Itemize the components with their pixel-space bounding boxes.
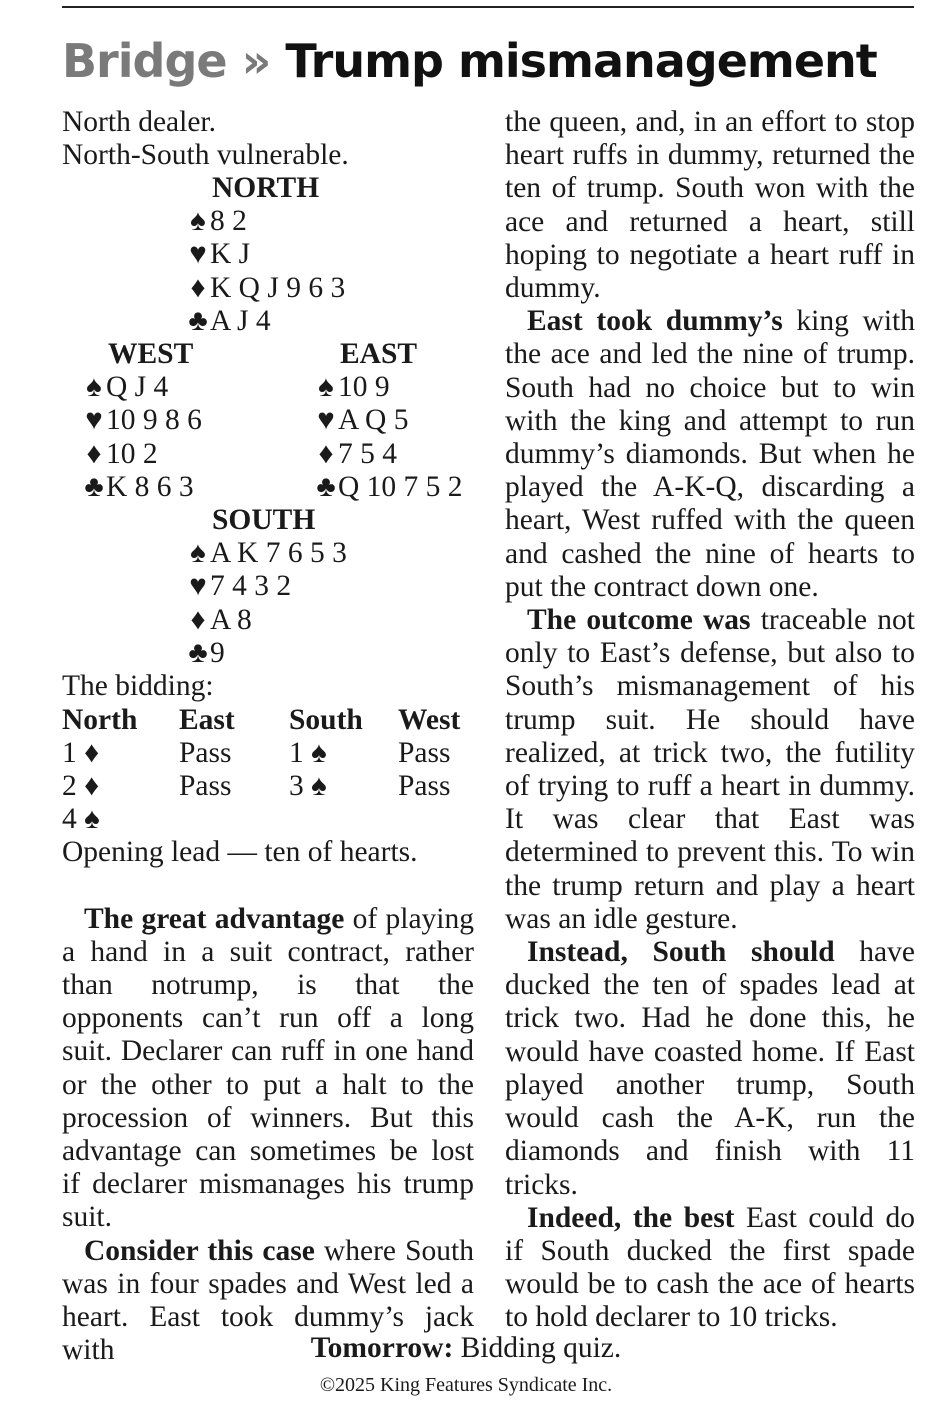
club-icon: ♣: [316, 471, 336, 504]
paragraph-gap: [62, 870, 474, 903]
south-hand: [62, 504, 474, 670]
headline: [62, 34, 877, 88]
north-clubs-cards: A J 4: [210, 305, 271, 338]
vulnerability-note: North-South vulnerable.: [62, 139, 349, 172]
dealer-note: North dealer.: [62, 106, 216, 138]
north-clubs: [186, 305, 271, 338]
east-hearts-cards: A Q 5: [338, 404, 409, 437]
bid-cell: 3 ♠: [289, 769, 327, 802]
south-clubs: [186, 637, 225, 670]
east-clubs-cards: Q 10 7 5 2: [338, 471, 463, 504]
paragraph-text: king with the ace and led the nine of trump. South had no choice but to win with the king and attempt to run dummy’s diamonds. But when he played the A-K-Q, discarding a heart, West ruffed with the queen and cashed the nine of hearts to put the contract down one.: [505, 305, 915, 603]
heart-icon: ♥: [189, 570, 207, 603]
paragraph-text: traceable not only to East’s defense, but also to South’s mismanagement of his trump suit. He should have realized, at trick two, the futility of trying to ruff a heart in dummy. It was clear that East was determined to prevent this. To win the trump return and play a heart was an idle gesture.: [505, 604, 915, 935]
bid-cell: Pass: [179, 736, 232, 769]
tomorrow-note: [0, 1330, 932, 1366]
south-hearts-cards: 7 4 3 2: [210, 570, 292, 603]
bid-cell: 2 ♦: [62, 769, 100, 802]
bidding-label: The bidding:: [62, 670, 214, 703]
heart-icon: ♥: [317, 404, 335, 437]
headline-category: Bridge: [62, 34, 227, 88]
bid-cell: 1 ♦: [62, 736, 100, 769]
east-label: EAST: [340, 338, 418, 371]
west-spades: [82, 371, 168, 404]
heart-icon: ♥: [85, 404, 103, 437]
bidding-row: [62, 737, 460, 770]
bidding-header: East: [179, 703, 235, 736]
spade-icon: ♠: [318, 371, 334, 404]
paragraph-lead-in: Consider this case: [84, 1234, 315, 1267]
bidding-header: South: [289, 703, 363, 736]
bid-cell: 4 ♠: [62, 803, 100, 836]
heart-icon: ♥: [189, 238, 207, 271]
paragraph-lead-in: Instead, South should: [527, 936, 835, 969]
right-column: [505, 106, 915, 1335]
west-hearts-cards: 10 9 8 6: [106, 404, 202, 437]
top-rule: [62, 6, 914, 8]
article-paragraph-4: [505, 604, 915, 936]
article-paragraph-1: [62, 903, 474, 1235]
diamond-icon: ♦: [190, 272, 206, 305]
spade-icon: ♠: [86, 371, 102, 404]
east-diamonds-cards: 7 5 4: [338, 438, 397, 471]
bidding-header: North: [62, 703, 138, 736]
paragraph-text: East could do if South ducked the first spade would be to cash the ace of hearts to hold declarer to 10 tricks.: [505, 1201, 915, 1334]
east-clubs: [314, 471, 463, 504]
paragraph-lead-in: The outcome was: [527, 604, 751, 637]
north-diamonds: [186, 272, 345, 305]
spade-icon: ♠: [190, 537, 206, 570]
paragraph-text: where South was in four spades and West led a heart. East took dummy’s jack with: [62, 1234, 474, 1367]
spade-icon: ♠: [190, 205, 206, 238]
bidding-header: West: [398, 703, 461, 736]
west-spades-cards: Q J 4: [106, 371, 169, 404]
club-icon: ♣: [84, 471, 104, 504]
east-hearts: [314, 404, 408, 437]
south-hearts: [186, 570, 291, 603]
bidding-row: [62, 770, 460, 803]
club-icon: ♣: [188, 305, 208, 338]
bid-cell: 1 ♠: [289, 736, 327, 769]
bid-cell: Pass: [398, 736, 451, 769]
north-spades: [186, 205, 247, 238]
south-spades-cards: A K 7 6 5 3: [210, 537, 347, 570]
paragraph-lead-in: Indeed, the best: [527, 1201, 735, 1234]
headline-title: Trump mismanagement: [285, 34, 877, 88]
paragraph-lead-in: East took dummy’s: [527, 305, 783, 338]
west-label: WEST: [108, 338, 194, 371]
paragraph-text: have ducked the ten of spades lead at trick two. Had he done this, he would have coasted home. If East played another trump, South would cash the A-K, run the diamonds and finish with 11 tricks.: [505, 936, 915, 1201]
west-diamonds: [82, 438, 158, 471]
bid-cell: [179, 803, 289, 836]
north-diamonds-cards: K Q J 9 6 3: [210, 272, 346, 305]
west-clubs-cards: K 8 6 3: [106, 471, 194, 504]
bid-cell: Pass: [179, 769, 232, 802]
article-paragraph-5: [505, 936, 915, 1202]
bid-cell: [398, 803, 460, 836]
south-diamonds-cards: A 8: [210, 604, 252, 637]
east-diamonds: [314, 438, 397, 471]
tomorrow-text: Bidding quiz.: [453, 1332, 622, 1364]
article-paragraph-6: [505, 1202, 915, 1335]
north-hearts-cards: K J: [210, 238, 251, 271]
north-hearts: [186, 238, 250, 271]
bidding-table: [62, 704, 460, 837]
headline-separator: »: [241, 34, 271, 88]
diamond-icon: ♦: [318, 438, 334, 471]
bid-cell: Pass: [398, 769, 451, 802]
bid-cell: [289, 803, 398, 836]
north-label: NORTH: [212, 172, 320, 205]
paragraph-lead-in: The great advantage: [84, 902, 345, 935]
diamond-icon: ♦: [190, 604, 206, 637]
bidding-header-row: [62, 704, 460, 737]
article-paragraph-2-continued: the queen, and, in an effort to stop heart ruffs in dummy, returned the ten of trump. South won with the ace and returned a heart, still hoping to negotiate a heart ruff in dummy.: [505, 106, 915, 305]
diamond-icon: ♦: [86, 438, 102, 471]
west-diamonds-cards: 10 2: [106, 438, 158, 471]
opening-lead: Opening lead — ten of hearts.: [62, 836, 418, 869]
club-icon: ♣: [188, 637, 208, 670]
paragraph-text: of playing a hand in a suit contract, rather than notrump, is that the opponents can’t run off a long suit. Declarer can ruff in one hand or the other to put a halt to the procession of winners. But this advantage can sometimes be lost if declarer mismanages his trump suit.: [62, 902, 475, 1234]
west-clubs: [82, 471, 194, 504]
south-spades: [186, 537, 347, 570]
east-spades-cards: 10 9: [338, 371, 390, 404]
bidding-row: [62, 803, 460, 836]
north-spades-cards: 8 2: [210, 205, 247, 238]
copyright: ©2025 King Features Syndicate Inc.: [319, 1374, 613, 1396]
south-label: SOUTH: [212, 504, 316, 537]
west-hearts: [82, 404, 202, 437]
south-diamonds: [186, 604, 252, 637]
left-column: [62, 106, 474, 1367]
article-paragraph-3: [505, 305, 915, 604]
south-clubs-cards: 9: [210, 637, 225, 670]
east-spades: [314, 371, 390, 404]
deal-diagram: [62, 172, 474, 504]
tomorrow-label: Tomorrow:: [310, 1332, 454, 1364]
